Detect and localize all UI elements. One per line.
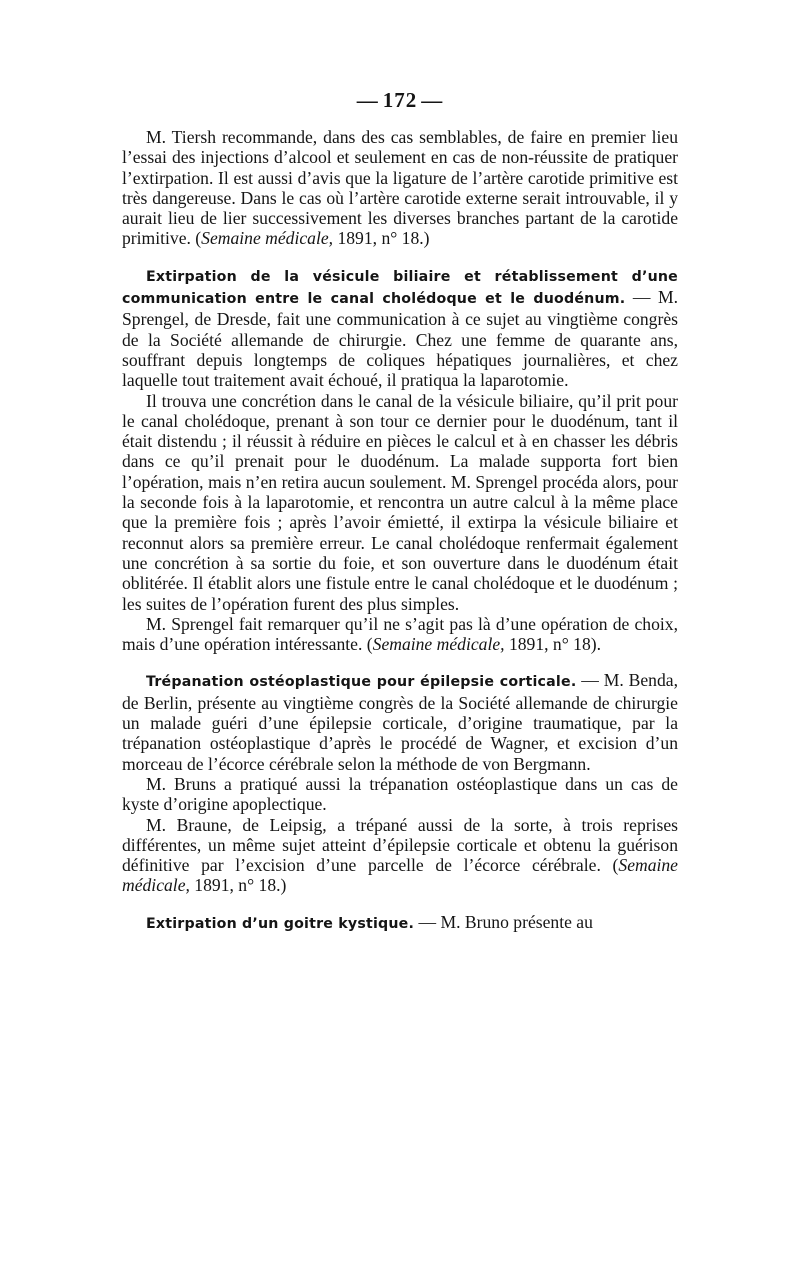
paragraph-goitre [122, 912, 678, 934]
paragraph-braune [122, 815, 678, 896]
citation-reference: 1891, n° 18.) [189, 875, 287, 896]
paragraph-concretion [122, 391, 678, 614]
page-number [122, 88, 678, 113]
paragraph-text: M. Tiersh recommande, dans des cas semblables, de faire en premier lieu l’essai des injections d’alcool et seulement en cas de non-réussite de pratiquer l’extirpation. Il est aussi d’avis que la ligature de l’artère carotide primitive est très dangereuse. Dans le cas où l’artère carotide externe serait introuvable, il y aurait lieu de lier successivement les diverses branches partant de la carotide primitive. ( [122, 127, 678, 249]
paragraph-text: — M. Bruno présente au [414, 911, 593, 932]
paragraph-extirpation-vesicule [122, 265, 678, 391]
paragraph-text: — M. Benda, de Berlin, présente au vingtième congrès de la Société allemande de chirurgie un malade guéri d’une épilepsie corticale, d’origine traumatique, par la trépanation ostéoplastique d’après le procédé de Wagner, et excision d’un morceau de l’écorce cérébrale selon la méthode de von Bergmann. [122, 670, 678, 774]
paragraph-tiersh [122, 127, 678, 249]
paragraph-text: M. Sprengel fait remarquer qu’il ne s’agit pas là d’une opération de choix, mais d’une opération intéressante. ( [122, 613, 678, 655]
paragraph-text: M. Bruns a pratiqué aussi la trépanation ostéoplastique dans un cas de kyste d’origine apoplectique. [122, 773, 678, 815]
paragraph-text: — M. Sprengel, de Dresde, fait une communication à ce sujet au vingtième congrès de la Société allemande de chirurgie. Chez une femme de quarante ans, souffrant depuis longtemps de coliques hépatiques journalières, et chez laquelle tout traitement avait échoué, il pratiqua la laparotomie. [122, 287, 678, 391]
paragraph-remarque [122, 614, 678, 655]
section-heading: Extirpation de la vésicule biliaire et rétablissement d’une communication entre le canal cholédoque et le duodénum. [122, 268, 678, 308]
citation-journal: Semaine médicale, [201, 228, 334, 249]
paragraph-trepanation [122, 670, 678, 773]
page-number-value: 172 [382, 88, 418, 112]
citation-journal: Semaine médicale, [122, 855, 678, 896]
page-body [122, 127, 678, 934]
paragraph-bruns [122, 774, 678, 815]
section-heading: Extirpation d’un goitre kystique. [146, 915, 415, 932]
section-heading: Trépanation ostéoplastique pour épilepsie corticale. [146, 674, 577, 691]
page-number-dash-left: — [356, 88, 379, 112]
citation-reference: 1891, n° 18). [504, 634, 602, 655]
citation-journal: Semaine médicale, [372, 634, 505, 655]
paragraph-text: M. Braune, de Leipsig, a trépané aussi de la sorte, à trois reprises différentes, un même sujet atteint d’épilepsie corticale et obtenu la guérison définitive par l’excision d’une parcelle de l’écorce cérébrale. ( [122, 814, 678, 876]
citation-reference: 1891, n° 18.) [333, 228, 430, 249]
page-number-dash-right: — [421, 88, 444, 112]
paragraph-text: Il trouva une concrétion dans le canal de la vésicule biliaire, qu’il prit pour le canal cholédoque, prenant à son tour ce dernier pour le duodénum, tant il était distendu ; il réussit à réduire en pièces le calcul et à en chasser les débris dans ce qu’il prenait pour le duodénum. La malade supporta fort bien l’opération, mais n’en retira aucun soulement. M. Sprengel procéda alors, pour la seconde fois à la laparotomie, et rencontra un autre calcul à la même place que la première fois ; après l’avoir émietté, il extirpa la vésicule biliaire et reconnut alors sa première erreur. Le canal cholédoque renfermait également une concrétion à sa sortie du foie, et son ouverture dans le duodénum était oblitérée. Il établit alors une fistule entre le canal cholédoque et le duodénum ; les suites de l’opération furent des plus simples. [122, 390, 678, 614]
